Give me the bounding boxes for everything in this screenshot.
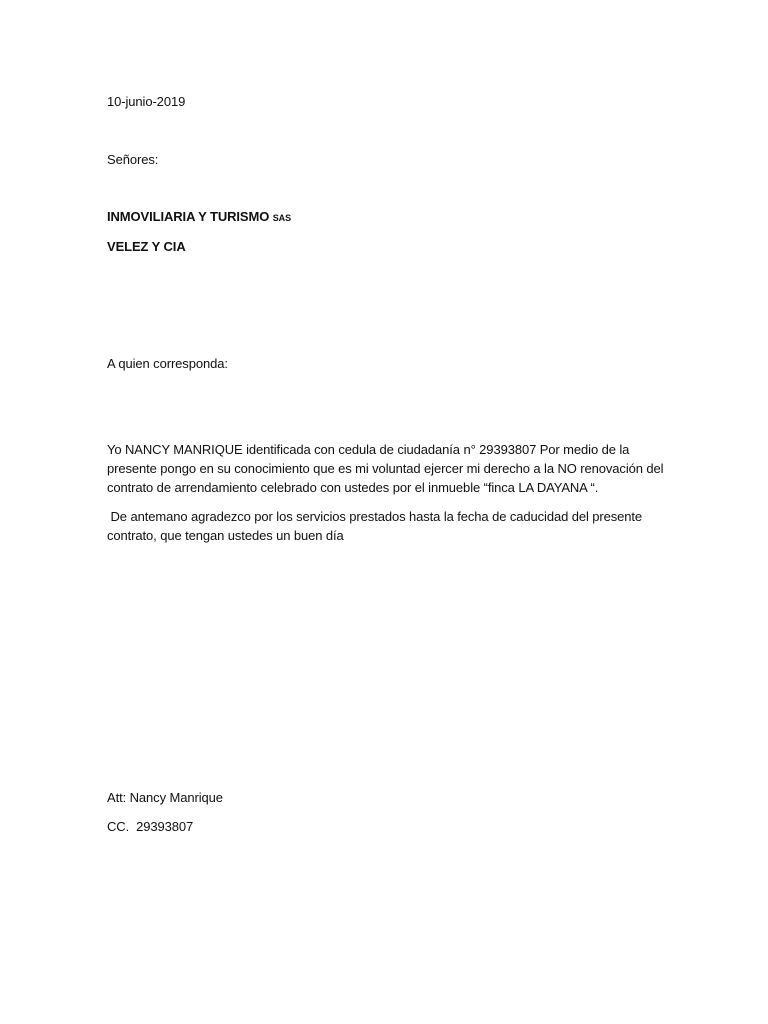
paragraph-line: De antemano agradezco por los servicios prestados hasta la fecha de caducidad del presente <box>107 509 643 524</box>
greeting: A quien corresponda: <box>107 356 228 371</box>
paragraph-line: presente pongo en su conocimiento que es mi voluntad ejercer mi derecho a la NO renovación del <box>107 461 664 476</box>
signature-name: Att: Nancy Manrique <box>107 790 223 805</box>
paragraph-line: contrato, que tengan ustedes un buen día <box>107 528 344 543</box>
salutation: Señores: <box>107 152 159 167</box>
company-name-line2: VELEZ Y CIA <box>107 239 186 254</box>
company-name: INMOVILIARIA Y TURISMO <box>107 209 270 224</box>
paragraph-line: Yo NANCY MANRIQUE identificada con cedula de ciudadanía n° 29393807 Por medio de la <box>107 442 630 457</box>
company-name-line1 <box>107 207 291 228</box>
paragraph-line: contrato de arrendamiento celebrado con ustedes por el inmueble “finca LA DAYANA “. <box>107 480 599 495</box>
body-paragraph-1 <box>107 440 667 497</box>
signature-id: CC. 29393807 <box>107 819 194 834</box>
letter-date: 10-junio-2019 <box>107 94 186 109</box>
company-type: SAS <box>272 213 291 223</box>
body-paragraph-2 <box>107 507 667 545</box>
